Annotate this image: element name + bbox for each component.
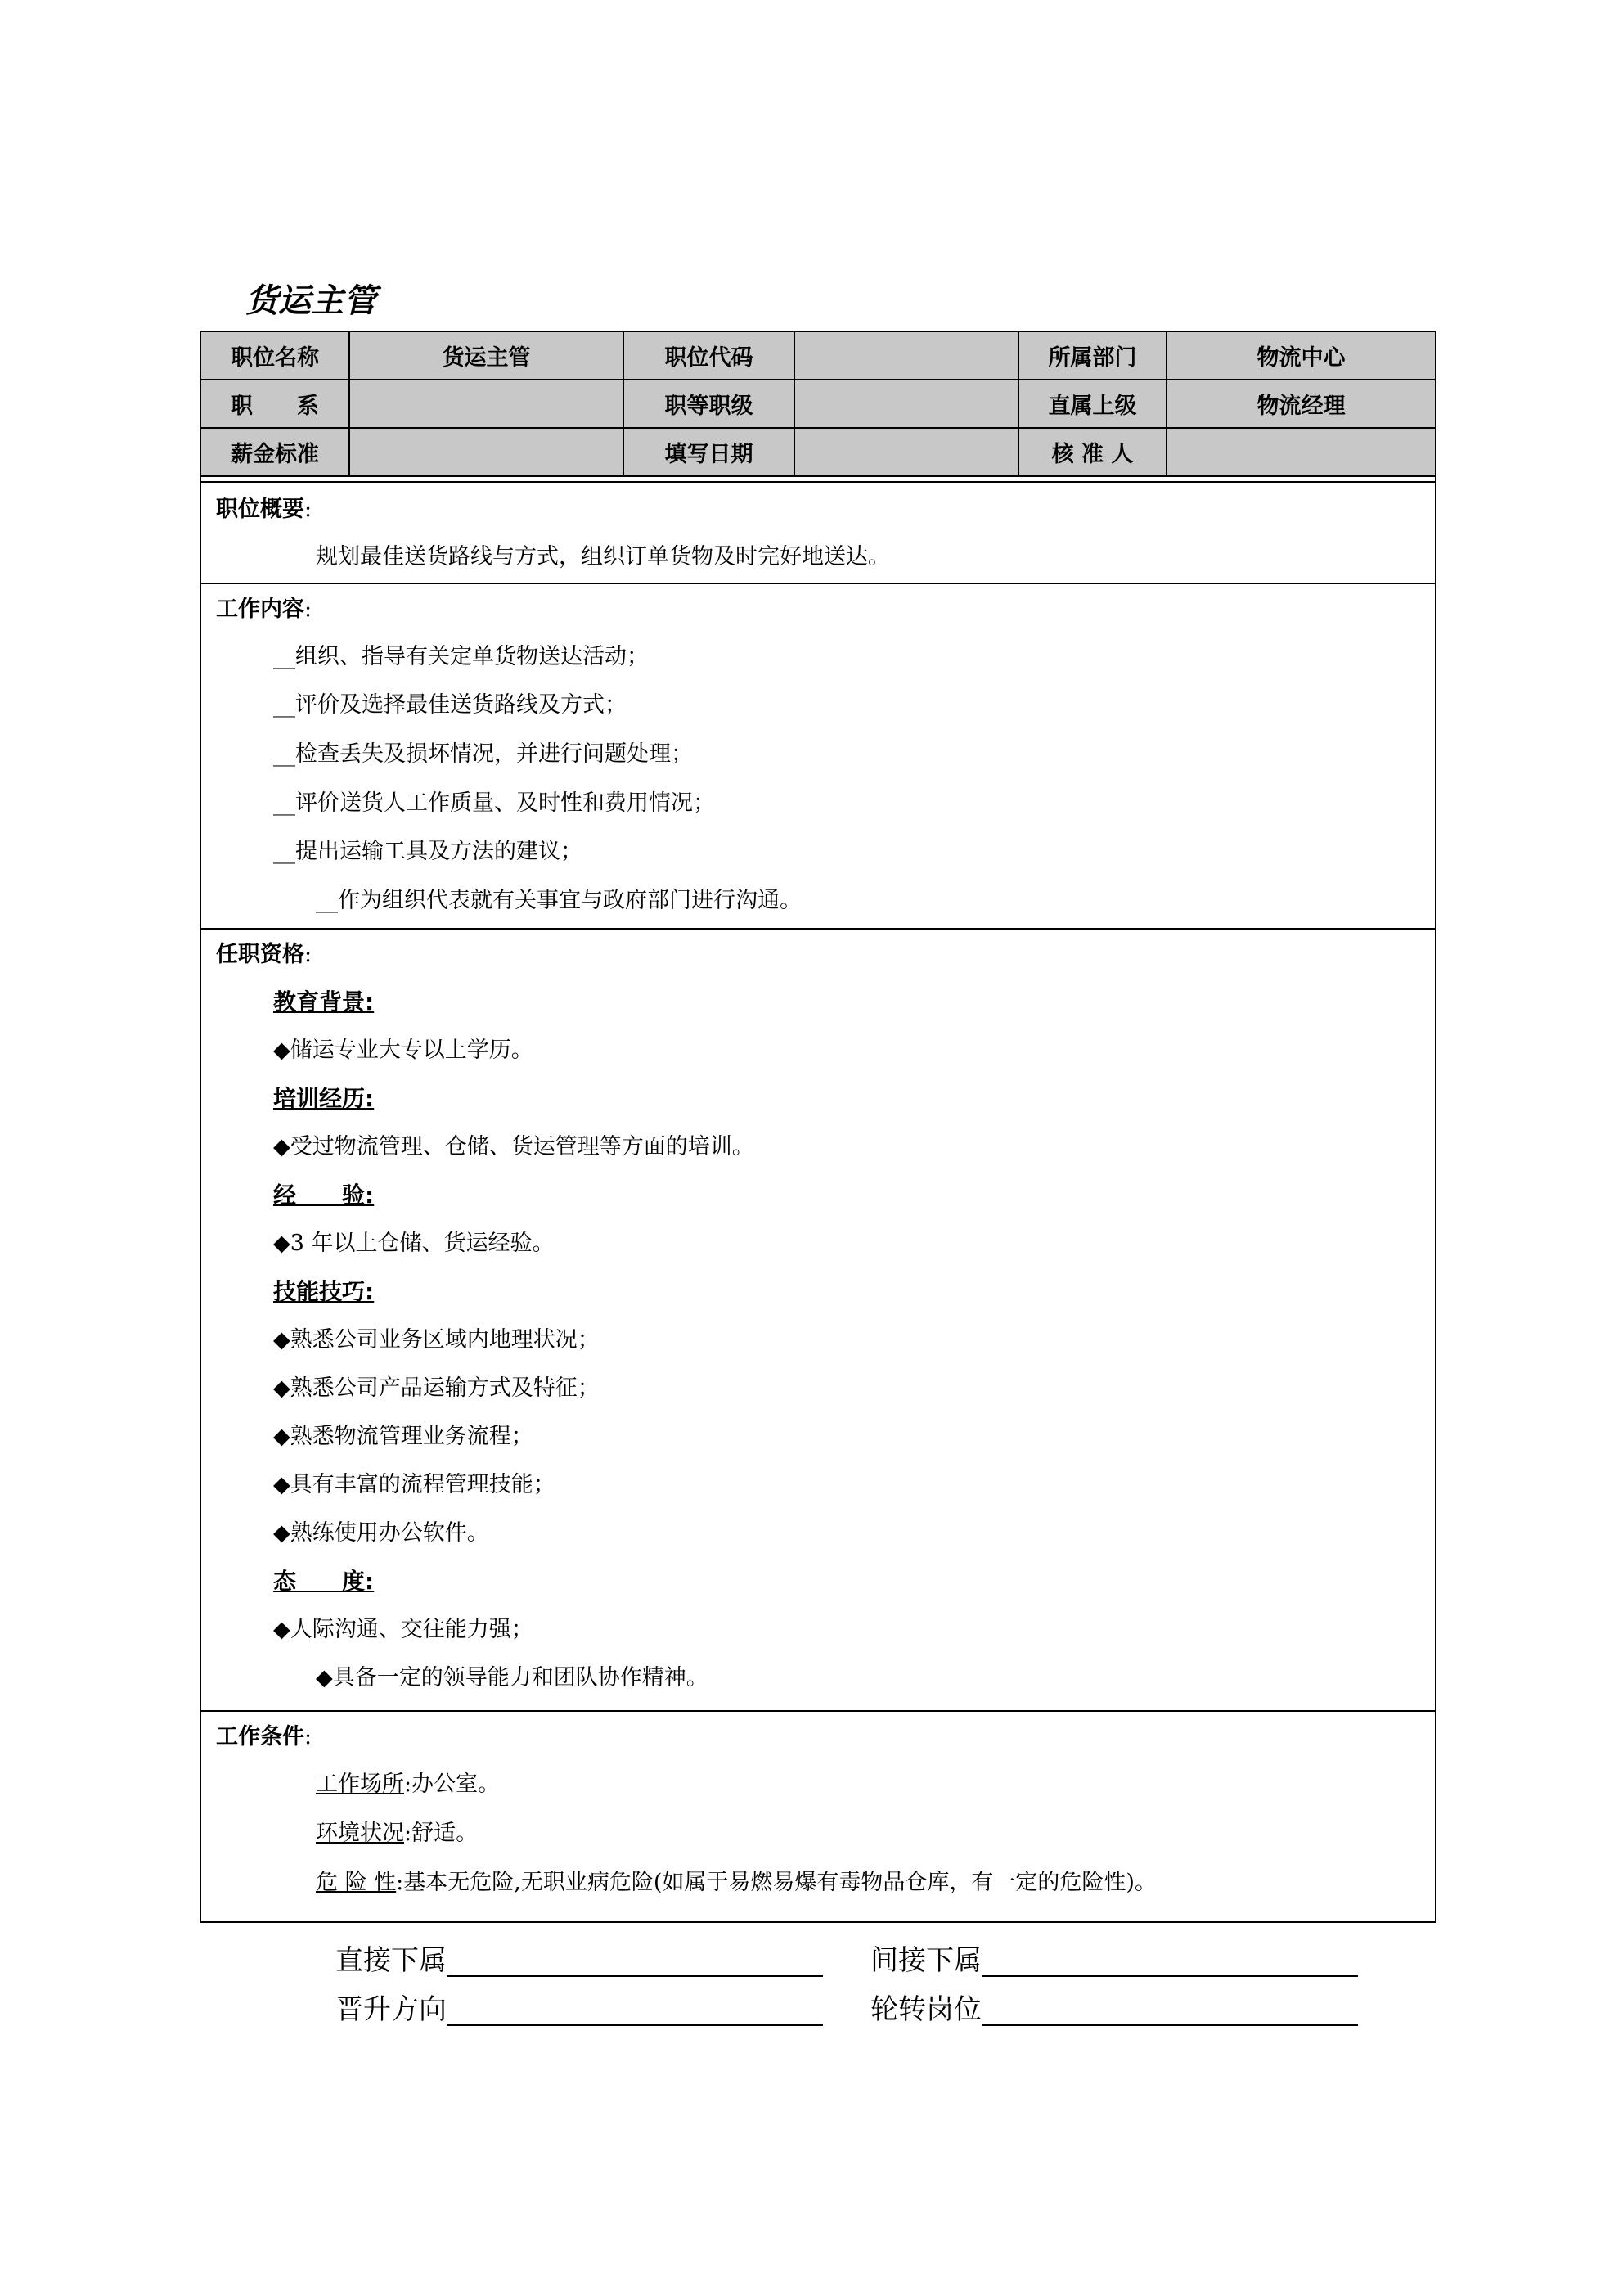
label-grade: 职等职级	[623, 380, 794, 428]
skill-item: ◆熟悉物流管理业务流程；	[273, 1424, 533, 1449]
condition-key: 工作场所	[316, 1772, 404, 1797]
header-row	[201, 332, 1435, 380]
label-position-name: 职位名称	[201, 332, 349, 380]
indirect-subordinate-blank[interactable]	[982, 1949, 1358, 1977]
condition-environment	[316, 1820, 478, 1848]
condition-key: 危 险 性	[316, 1870, 397, 1895]
summary-section	[201, 481, 1435, 584]
list-item: __提出运输工具及方法的建议；	[273, 839, 582, 864]
conditions-heading	[216, 1723, 312, 1751]
value-approver	[1167, 428, 1435, 476]
qualifications-colon: :	[304, 942, 312, 967]
value-supervisor: 物流经理	[1167, 380, 1435, 428]
skill-item: ◆熟悉公司业务区域内地理状况；	[273, 1327, 600, 1353]
list-item: __作为组织代表就有关事宜与政府部门进行沟通。	[316, 888, 802, 913]
value-job-family	[349, 380, 623, 428]
condition-risk	[316, 1869, 1157, 1897]
page-title: 货运主管	[245, 282, 376, 320]
label-department: 所属部门	[1018, 332, 1167, 380]
value-position-code	[794, 332, 1018, 380]
skill-item: ◆具有丰富的流程管理技能；	[273, 1472, 555, 1497]
summary-colon: :	[304, 497, 312, 522]
qualifications-heading	[216, 941, 312, 969]
duties-section	[201, 583, 1435, 930]
condition-key: 环境状况	[316, 1821, 404, 1846]
skill-item: ◆熟悉公司产品运输方式及特征；	[273, 1375, 600, 1401]
list-item: __检查丢失及损坏情况，并进行问题处理；	[273, 741, 693, 767]
education-title: 教育背景:	[273, 988, 375, 1015]
attitude-title: 态 度:	[273, 1568, 375, 1595]
duties-label: 工作内容	[216, 597, 304, 622]
summary-heading	[216, 496, 312, 524]
summary-label: 职位概要	[216, 497, 304, 522]
education-item: ◆储运专业大专以上学历。	[273, 1038, 533, 1063]
conditions-section	[201, 1710, 1435, 1923]
label-supervisor: 直属上级	[1018, 380, 1167, 428]
value-salary	[349, 428, 623, 476]
training-title: 培训经历:	[273, 1085, 375, 1112]
attitude-item: ◆具备一定的领导能力和团队协作精神。	[316, 1665, 708, 1690]
promotion-field	[335, 1993, 823, 2026]
job-description-form	[200, 331, 1436, 1923]
value-department: 物流中心	[1167, 332, 1435, 380]
training-item: ◆受过物流管理、仓储、货运管理等方面的培训。	[273, 1134, 754, 1159]
label-approver: 核 准 人	[1018, 428, 1167, 476]
experience-item: ◆3 年以上仓储、货运经验。	[273, 1231, 555, 1256]
label-fill-date: 填写日期	[623, 428, 794, 476]
skills-title: 技能技巧:	[273, 1278, 375, 1305]
direct-subordinate-field	[335, 1944, 823, 1977]
label-position-code: 职位代码	[623, 332, 794, 380]
direct-subordinate-blank[interactable]	[447, 1949, 823, 1977]
experience-title: 经 验:	[273, 1182, 375, 1209]
rotation-blank[interactable]	[982, 1998, 1358, 2026]
qualifications-label: 任职资格	[216, 942, 304, 967]
condition-value: :办公室。	[404, 1772, 501, 1797]
skill-item: ◆熟练使用办公软件。	[273, 1520, 489, 1546]
promotion-blank[interactable]	[447, 1998, 823, 2026]
indirect-subordinate-label: 间接下属	[870, 1944, 982, 1977]
direct-subordinate-label: 直接下属	[335, 1944, 447, 1977]
label-job-family: 职 系	[201, 380, 349, 428]
qualifications-section	[201, 928, 1435, 1712]
condition-place	[316, 1771, 500, 1799]
attitude-item: ◆人际沟通、交往能力强；	[273, 1617, 533, 1642]
value-grade	[794, 380, 1018, 428]
list-item: __评价送货人工作质量、及时性和费用情况；	[273, 790, 715, 816]
summary-text: 规划最佳送货路线与方式，组织订单货物及时完好地送达。	[316, 544, 890, 569]
condition-value: :基本无危险,无职业病危险(如属于易燃易爆有毒物品仓库，有一定的危险性)。	[396, 1870, 1157, 1895]
header-row	[201, 428, 1435, 476]
list-item: __组织、指导有关定单货物送达活动；	[273, 644, 649, 669]
header-table	[201, 332, 1435, 477]
value-fill-date	[794, 428, 1018, 476]
indirect-subordinate-field	[870, 1944, 1358, 1977]
rotation-label: 轮转岗位	[870, 1993, 982, 2026]
condition-value: :舒适。	[404, 1821, 479, 1846]
duties-heading	[216, 596, 312, 624]
conditions-colon: :	[304, 1724, 312, 1749]
promotion-label: 晋升方向	[335, 1993, 447, 2026]
rotation-field	[870, 1993, 1358, 2026]
list-item: __评价及选择最佳送货路线及方式；	[273, 692, 627, 718]
header-row	[201, 380, 1435, 428]
value-position-name: 货运主管	[349, 332, 623, 380]
duties-colon: :	[304, 597, 312, 622]
conditions-label: 工作条件	[216, 1724, 304, 1749]
label-salary: 薪金标准	[201, 428, 349, 476]
